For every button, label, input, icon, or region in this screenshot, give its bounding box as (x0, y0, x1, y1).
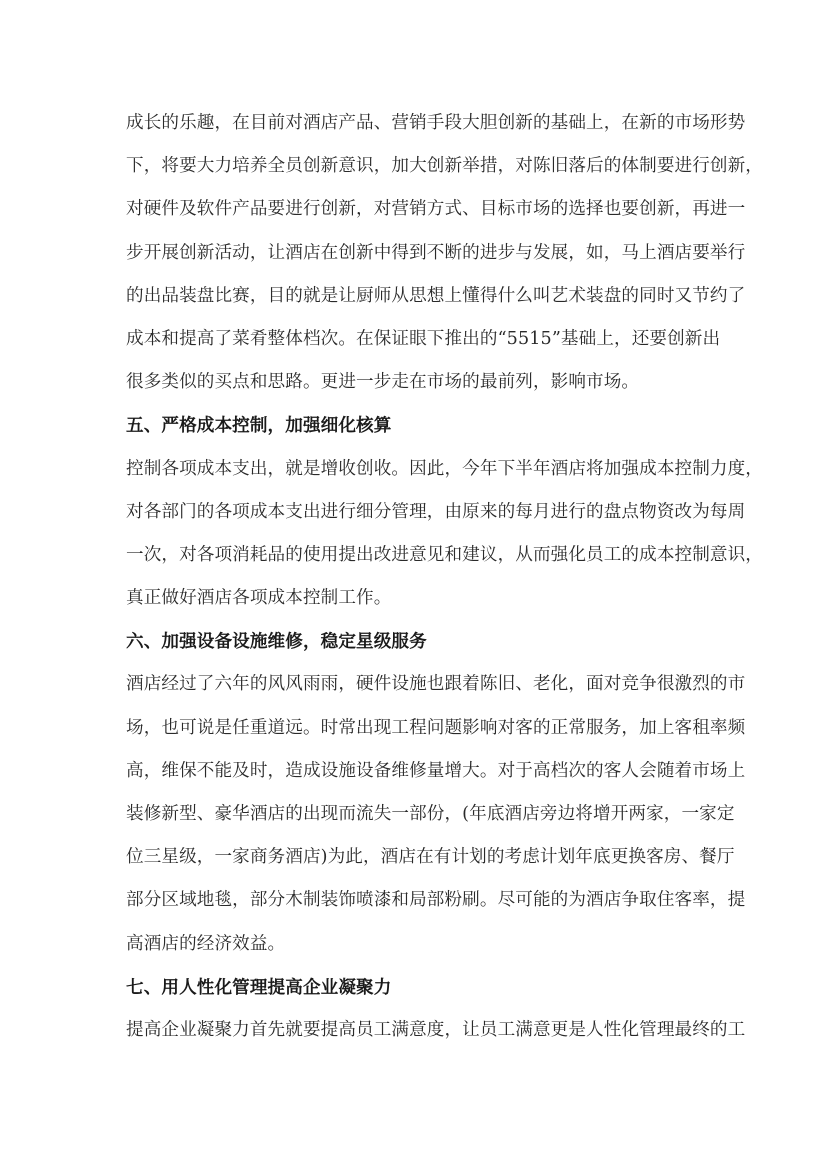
paragraph-line: 很多类似的买点和思路。更进一步走在市场的最前列，影响市场。 (126, 372, 640, 393)
paragraph-line: 装修新型、豪华酒店的出现而流失一部份，(年底酒店旁边将增开两家，一家定 (126, 804, 735, 824)
paragraph-line: 提高企业凝聚力首先就要提高员工满意度，让员工满意更是人性化管理最终的工 (126, 1019, 746, 1040)
paragraph-line: 高酒店的经济效益。 (126, 933, 286, 954)
paragraph-line: 控制各项成本支出，就是增收创收。因此，今年下半年酒店将加强成本控制力度， (126, 458, 763, 479)
paragraph-line: 成长的乐趣，在目前对酒店产品、营销手段大胆创新的基础上，在新的市场形势 (126, 113, 746, 133)
paragraph-line: 位三星级，一家商务酒店)为此，酒店在有计划的考虑计划年底更换客房、餐厅 (126, 847, 735, 868)
paragraph-line: 场，也可说是任重道远。时常出现工程问题影响对客的正常服务，加上客租率频 (126, 717, 746, 738)
paragraph-line: 对各部门的各项成本支出进行细分管理，由原来的每月进行的盘点物资改为每周 (126, 501, 746, 522)
paragraph-line: 一次，对各项消耗品的使用提出改进意见和建议，从而强化员工的成本控制意识， (126, 544, 763, 565)
paragraph-line: 高，维保不能及时，造成设施设备维修量增大。对于高档次的客人会随着市场上 (126, 760, 746, 781)
paragraph-line: 步开展创新活动，让酒店在创新中得到不断的进步与发展，如，马上酒店要举行 (126, 242, 746, 263)
paragraph-line: 酒店经过了六年的风风雨雨，硬件设施也跟着陈旧、老化，面对竞争很激烈的市 (126, 674, 746, 695)
paragraph-line: 部分区域地毯，部分木制装饰喷漆和局部粉刷。尽可能的为酒店争取住客率，提 (126, 890, 746, 911)
paragraph-line: 成本和提高了菜肴整体档次。在保证眼下推出的“5515”基础上，还要创新出 (126, 328, 721, 349)
section-heading: 七、用人性化管理提高企业凝聚力 (126, 976, 392, 998)
document-page (126, 102, 763, 1052)
paragraph-line: 对硬件及软件产品要进行创新，对营销方式、目标市场的选择也要创新，再进一 (126, 199, 746, 220)
paragraph-line: 下，将要大力培养全员创新意识，加大创新举措，对陈旧落后的体制要进行创新， (126, 156, 763, 177)
section-heading: 五、严格成本控制，加强细化核算 (126, 415, 392, 437)
section-heading: 六、加强设备设施维修，稳定星级服务 (126, 631, 427, 653)
paragraph-line: 真正做好酒店各项成本控制工作。 (126, 588, 392, 609)
paragraph-line: 的出品装盘比赛，目的就是让厨师从思想上懂得什么叫艺术装盘的同时又节约了 (126, 285, 746, 306)
